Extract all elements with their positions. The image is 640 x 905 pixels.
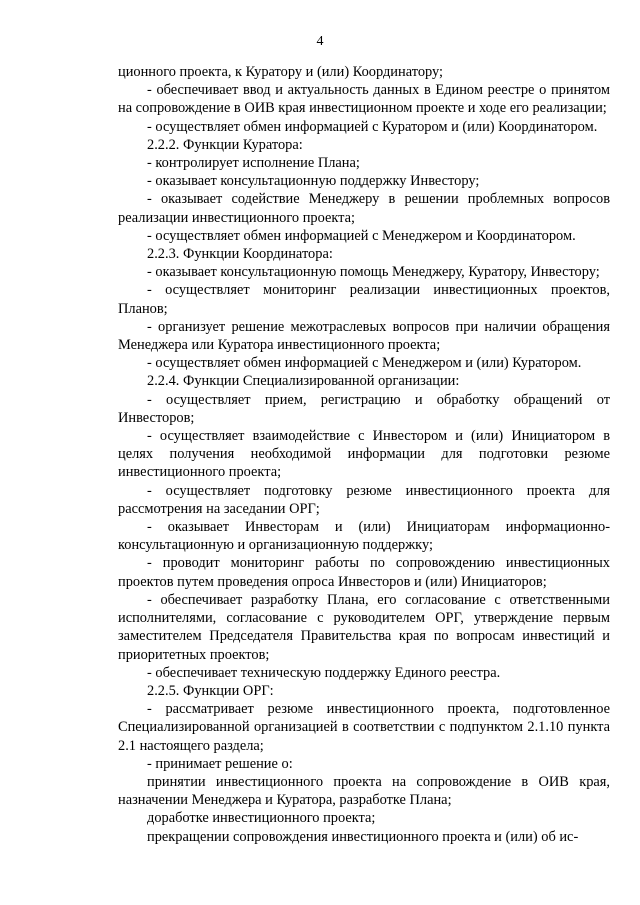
paragraph: принятии инвестиционного проекта на сопровождение в ОИВ края, назначении Менеджера и Куратора, разработке Плана;: [118, 773, 610, 809]
paragraph: - оказывает консультационную поддержку Инвестору;: [147, 173, 480, 190]
paragraph: 2.2.3. Функции Координатора:: [147, 246, 333, 263]
paragraph: 2.2.2. Функции Куратора:: [147, 136, 303, 153]
page-number: 4: [316, 34, 324, 49]
paragraph: - обеспечивает техническую поддержку Единого реестра.: [147, 664, 501, 681]
paragraph: - осуществляет мониторинг реализации инвестиционных проектов, Планов;: [118, 282, 610, 317]
paragraph: - осуществляет подготовку резюме инвестиционного проекта для рассмотрения на заседании ОРГ;: [118, 482, 610, 517]
paragraph: - организует решение межотраслевых вопросов при наличии обращения Менеджера или Куратора инвестиционного проекта;: [118, 318, 610, 354]
paragraph: 2.2.5. Функции ОРГ:: [147, 682, 274, 699]
paragraph: - осуществляет обмен информацией с Менеджером и Координатором.: [147, 227, 576, 244]
paragraph: - обеспечивает разработку Плана, его согласование с ответственными исполнителями, согласование с руководителем ОРГ, утверждение первым заместителем Председателя Правительства края по вопросам инвестиций и приоритетных проектов;: [118, 591, 610, 663]
paragraph: - контролирует исполнение Плана;: [147, 155, 360, 172]
paragraph: - осуществляет взаимодействие с Инвестором и (или) Инициатором в целях получения необходимой информации для подготовки резюме инвестиционного проекта;: [118, 428, 610, 481]
paragraph: - оказывает Инвесторам и (или) Инициаторам информационно-консультационную и организационную поддержку;: [118, 519, 610, 554]
paragraph: - оказывает содействие Менеджеру в решении проблемных вопросов реализации инвестиционного проекта;: [118, 191, 610, 226]
paragraph: - оказывает консультационную помощь Менеджеру, Куратору, Инвестору;: [147, 264, 600, 281]
paragraph: 2.2.4. Функции Специализированной организации:: [147, 373, 460, 390]
paragraph: - проводит мониторинг работы по сопровождению инвестиционных проектов путем проведения опроса Инвесторов и (или) Инициаторов;: [118, 555, 610, 590]
document-body: [118, 63, 610, 846]
paragraph: - рассматривает резюме инвестиционного проекта, подготовленное Специализированной организацией в соответствии с подпунктом 2.1.10 пункта 2.1 настоящего раздела;: [118, 701, 610, 754]
paragraph: ционного проекта, к Куратору и (или) Координатору;: [118, 64, 444, 80]
paragraph: - осуществляет прием, регистрацию и обработку обращений от Инвесторов;: [118, 391, 610, 426]
paragraph: - принимает решение о:: [147, 755, 293, 772]
paragraph: - осуществляет обмен информацией с Куратором и (или) Координатором.: [147, 118, 598, 135]
paragraph: прекращении сопровождения инвестиционного проекта и (или) об ис-: [147, 828, 579, 845]
paragraph: - обеспечивает ввод и актуальность данных в Едином реестре о принятом на сопровождение в ОИВ края инвестиционном проекте и ходе его реализации;: [118, 82, 610, 117]
paragraph: - осуществляет обмен информацией с Менеджером и (или) Куратором.: [147, 355, 582, 372]
paragraph: доработке инвестиционного проекта;: [147, 810, 376, 827]
